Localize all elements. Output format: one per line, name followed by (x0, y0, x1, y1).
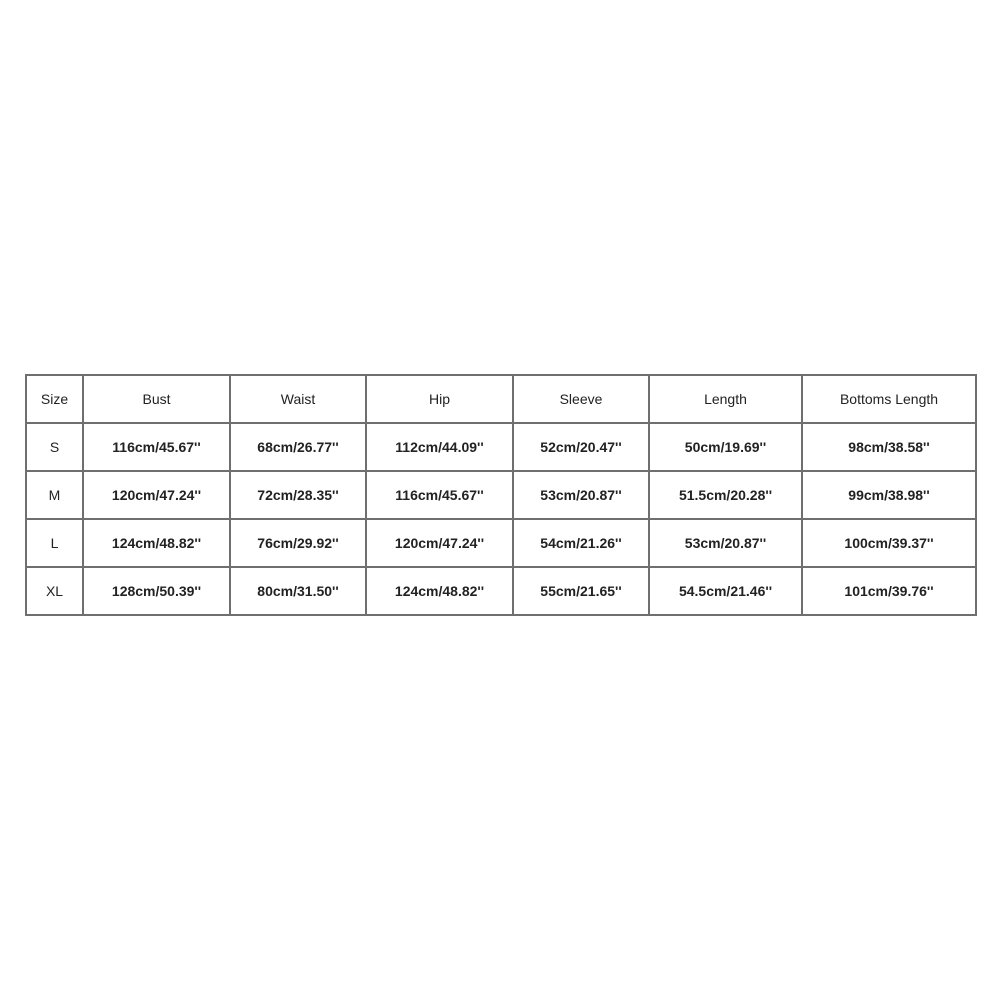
waist-cell: 76cm/29.92'' (230, 519, 366, 567)
header-row (26, 375, 976, 423)
table-row (26, 423, 976, 471)
waist-cell: 72cm/28.35'' (230, 471, 366, 519)
size-cell: S (26, 423, 83, 471)
sleeve-cell: 53cm/20.87'' (513, 471, 649, 519)
header-bottoms-length: Bottoms Length (802, 375, 976, 423)
hip-cell: 120cm/47.24'' (366, 519, 513, 567)
bust-cell: 120cm/47.24'' (83, 471, 230, 519)
table-row (26, 519, 976, 567)
header-waist: Waist (230, 375, 366, 423)
waist-cell: 80cm/31.50'' (230, 567, 366, 615)
size-chart-table (25, 374, 977, 616)
hip-cell: 112cm/44.09'' (366, 423, 513, 471)
waist-cell: 68cm/26.77'' (230, 423, 366, 471)
hip-cell: 124cm/48.82'' (366, 567, 513, 615)
header-hip: Hip (366, 375, 513, 423)
bottoms-length-cell: 99cm/38.98'' (802, 471, 976, 519)
size-cell: M (26, 471, 83, 519)
table-row (26, 567, 976, 615)
table-row (26, 471, 976, 519)
header-length: Length (649, 375, 802, 423)
bottoms-length-cell: 100cm/39.37'' (802, 519, 976, 567)
size-cell: L (26, 519, 83, 567)
bust-cell: 116cm/45.67'' (83, 423, 230, 471)
header-sleeve: Sleeve (513, 375, 649, 423)
header-bust: Bust (83, 375, 230, 423)
sleeve-cell: 52cm/20.47'' (513, 423, 649, 471)
length-cell: 51.5cm/20.28'' (649, 471, 802, 519)
bottoms-length-cell: 98cm/38.58'' (802, 423, 976, 471)
header-size: Size (26, 375, 83, 423)
sleeve-cell: 55cm/21.65'' (513, 567, 649, 615)
size-cell: XL (26, 567, 83, 615)
bust-cell: 128cm/50.39'' (83, 567, 230, 615)
length-cell: 54.5cm/21.46'' (649, 567, 802, 615)
bust-cell: 124cm/48.82'' (83, 519, 230, 567)
length-cell: 50cm/19.69'' (649, 423, 802, 471)
hip-cell: 116cm/45.67'' (366, 471, 513, 519)
sleeve-cell: 54cm/21.26'' (513, 519, 649, 567)
length-cell: 53cm/20.87'' (649, 519, 802, 567)
bottoms-length-cell: 101cm/39.76'' (802, 567, 976, 615)
